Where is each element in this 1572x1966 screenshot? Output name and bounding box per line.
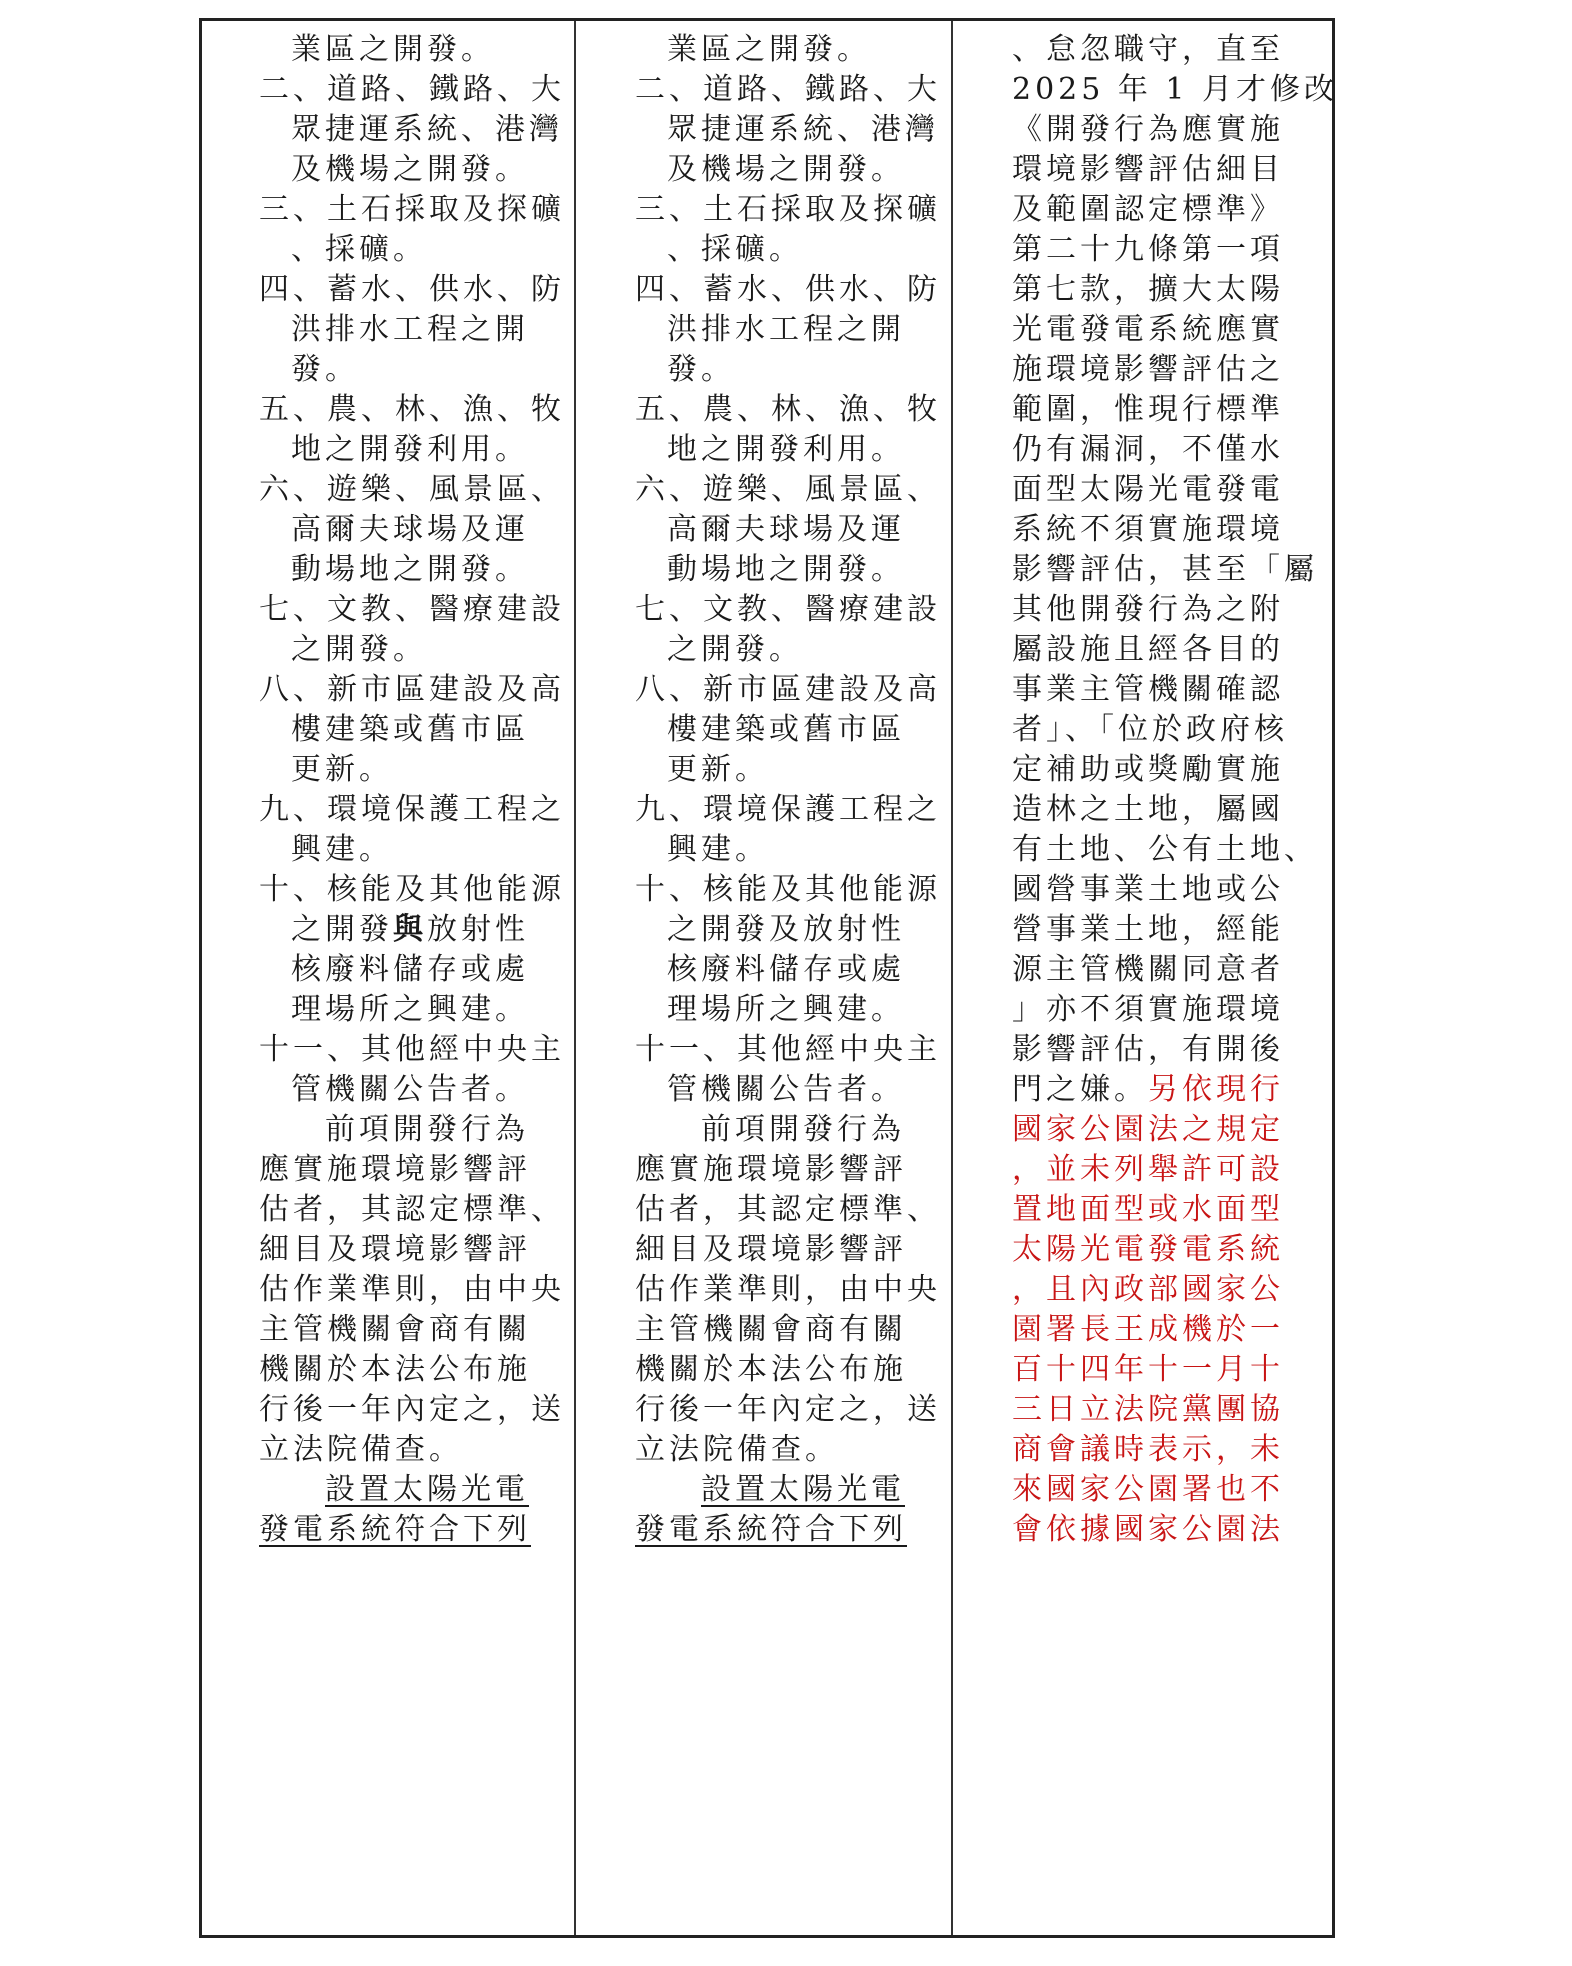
text-line: 2025 年 1 月才修改 — [1012, 72, 1339, 107]
text-line: 設置太陽光電 — [325, 1472, 529, 1507]
text-line: 九、環境保護工程之 — [635, 792, 941, 827]
text-line: 及機場之開發。 — [291, 152, 529, 187]
text-line: 理場所之興建。 — [291, 992, 529, 1027]
text-line: 細目及環境影響評 — [259, 1232, 531, 1267]
text-line: 定補助或獎勵實施 — [1012, 752, 1284, 787]
text-line: 十、核能及其他能源 — [635, 872, 941, 907]
text-line: 業區之開發。 — [667, 32, 871, 67]
text-line: 仍有漏洞，不僅水 — [1012, 432, 1284, 467]
text-line: 及範圍認定標準》 — [1012, 192, 1284, 227]
text-line: 管機關公告者。 — [291, 1072, 529, 1107]
text-line: 二、道路、鐵路、大 — [635, 72, 941, 107]
text-line: 行後一年內定之，送 — [259, 1392, 565, 1427]
text-line: 九、環境保護工程之 — [259, 792, 565, 827]
text-line: 五、農、林、漁、牧 — [635, 392, 941, 427]
text-line: 三、土石採取及探礦 — [635, 192, 941, 227]
text-line: 四、蓄水、供水、防 — [259, 272, 565, 307]
text-line: 估作業準則，由中央 — [259, 1272, 565, 1307]
text-line: 行後一年內定之，送 — [635, 1392, 941, 1427]
text-line: 」亦不須實施環境 — [1012, 992, 1284, 1027]
text-line: 機關於本法公布施 — [635, 1352, 907, 1387]
text-line: 應實施環境影響評 — [635, 1152, 907, 1187]
text-line: 三日立法院黨團協 — [1012, 1392, 1284, 1427]
text-line: 十一、其他經中央主 — [635, 1032, 941, 1067]
text-line: 營事業土地，經能 — [1012, 912, 1284, 947]
text-line: 有土地、公有土地、 — [1012, 832, 1318, 867]
text-line: 會依據國家公園法 — [1012, 1512, 1284, 1547]
text-line: 前項開發行為 — [701, 1112, 905, 1147]
text-line: 施環境影響評估之 — [1012, 352, 1284, 387]
text-line: 眾捷運系統、港灣 — [667, 112, 939, 147]
text-line: 動場地之開發。 — [667, 552, 905, 587]
text-line: 四、蓄水、供水、防 — [635, 272, 941, 307]
text-line: 高爾夫球場及運 — [291, 512, 529, 547]
text-line: 之開發。 — [667, 632, 803, 667]
column-divider-2 — [951, 21, 953, 1935]
text-line: 洪排水工程之開 — [291, 312, 529, 347]
text-line: 眾捷運系統、港灣 — [291, 112, 563, 147]
text-line: 立法院備查。 — [259, 1432, 463, 1467]
text-line: 洪排水工程之開 — [667, 312, 905, 347]
text-line: 太陽光電發電系統 — [1012, 1232, 1284, 1267]
text-line: 光電發電系統應實 — [1012, 312, 1284, 347]
text-line: 五、農、林、漁、牧 — [259, 392, 565, 427]
text-line: 立法院備查。 — [635, 1432, 839, 1467]
text-line: 國營事業土地或公 — [1012, 872, 1284, 907]
text-line: 高爾夫球場及運 — [667, 512, 905, 547]
text-line: 三、土石採取及探礦 — [259, 192, 565, 227]
text-line: 更新。 — [291, 752, 393, 787]
text-line: 核廢料儲存或處 — [291, 952, 529, 987]
text-line: 發電系統符合下列 — [635, 1512, 907, 1547]
text-line: 之開發。 — [291, 632, 427, 667]
text-line: 興建。 — [667, 832, 769, 867]
text-line: 估作業準則，由中央 — [635, 1272, 941, 1307]
text-line: 七、文教、醫療建設 — [259, 592, 565, 627]
text-line: 事業主管機關確認 — [1012, 672, 1284, 707]
text-line: 前項開發行為 — [325, 1112, 529, 1147]
text-line: 發。 — [291, 352, 359, 387]
text-line: 十一、其他經中央主 — [259, 1032, 565, 1067]
comparison-table — [199, 18, 1339, 1938]
text-line: 主管機關會商有關 — [635, 1312, 907, 1347]
text-line: 理場所之興建。 — [667, 992, 905, 1027]
text-line: 、採礦。 — [291, 232, 427, 267]
text-line: 面型太陽光電發電 — [1012, 472, 1284, 507]
text-line: 、怠忽職守，直至 — [1012, 32, 1284, 67]
text-line: 園署長王成機於一 — [1012, 1312, 1284, 1347]
text-line: 地之開發利用。 — [667, 432, 905, 467]
text-line: 六、遊樂、風景區、 — [259, 472, 565, 507]
text-line: 源主管機關同意者 — [1012, 952, 1284, 987]
text-line: 應實施環境影響評 — [259, 1152, 531, 1187]
text-line: 國家公園法之規定 — [1012, 1112, 1284, 1147]
text-line: 業區之開發。 — [291, 32, 495, 67]
text-line: 《開發行為應實施 — [1012, 112, 1284, 147]
text-line: 七、文教、醫療建設 — [635, 592, 941, 627]
text-line: 其他開發行為之附 — [1012, 592, 1284, 627]
text-line: 六、遊樂、風景區、 — [635, 472, 941, 507]
text-line: 機關於本法公布施 — [259, 1352, 531, 1387]
text-line: 者」、「位於政府核 — [1012, 712, 1288, 747]
text-line: 商會議時表示，未 — [1012, 1432, 1284, 1467]
text-line: 動場地之開發。 — [291, 552, 529, 587]
text-line: ，且內政部國家公 — [1012, 1272, 1284, 1307]
text-line: 二、道路、鐵路、大 — [259, 72, 565, 107]
text-line: 地之開發利用。 — [291, 432, 529, 467]
text-line: 發。 — [667, 352, 735, 387]
text-line: 第二十九條第一項 — [1012, 232, 1284, 267]
emphasized-char: 與 — [393, 912, 427, 947]
text-line: 系統不須實施環境 — [1012, 512, 1284, 547]
text-line: 之開發及放射性 — [667, 912, 905, 947]
text-line: 範圍，惟現行標準 — [1012, 392, 1284, 427]
text-line: 影響評估，甚至「屬 — [1012, 552, 1318, 587]
text-line: 管機關公告者。 — [667, 1072, 905, 1107]
text-line: 核廢料儲存或處 — [667, 952, 905, 987]
text-line: 興建。 — [291, 832, 393, 867]
text-line: 主管機關會商有關 — [259, 1312, 531, 1347]
text-line: 及機場之開發。 — [667, 152, 905, 187]
text-line: 估者，其認定標準、 — [635, 1192, 941, 1227]
text-line: 發電系統符合下列 — [259, 1512, 531, 1547]
text-line: 更新。 — [667, 752, 769, 787]
text-line: 、採礦。 — [667, 232, 803, 267]
text-line: 造林之土地，屬國 — [1012, 792, 1284, 827]
text-line: 來國家公園署也不 — [1012, 1472, 1284, 1507]
text-line: 屬設施且經各目的 — [1012, 632, 1284, 667]
text-line: 樓建築或舊市區 — [667, 712, 905, 747]
text-line: 百十四年十一月十 — [1012, 1352, 1284, 1387]
text-line: 樓建築或舊市區 — [291, 712, 529, 747]
text-line: 細目及環境影響評 — [635, 1232, 907, 1267]
text-line: 八、新市區建設及高 — [259, 672, 565, 707]
text-line: 估者，其認定標準、 — [259, 1192, 565, 1227]
text-line: 八、新市區建設及高 — [635, 672, 941, 707]
text-line: 第七款，擴大太陽 — [1012, 272, 1284, 307]
text-line: ，並未列舉許可設 — [1012, 1152, 1284, 1187]
text-line: 影響評估，有開後 — [1012, 1032, 1284, 1067]
text-line: 設置太陽光電 — [701, 1472, 905, 1507]
highlighted-text: 另依現行 — [1148, 1072, 1284, 1107]
text-line: 之開發與放射性 — [291, 912, 529, 947]
text-line: 環境影響評估細目 — [1012, 152, 1284, 187]
text-line: 門之嫌。另依現行 — [1012, 1072, 1284, 1107]
text-line: 十、核能及其他能源 — [259, 872, 565, 907]
column-divider-1 — [574, 21, 576, 1935]
text-line: 置地面型或水面型 — [1012, 1192, 1284, 1227]
